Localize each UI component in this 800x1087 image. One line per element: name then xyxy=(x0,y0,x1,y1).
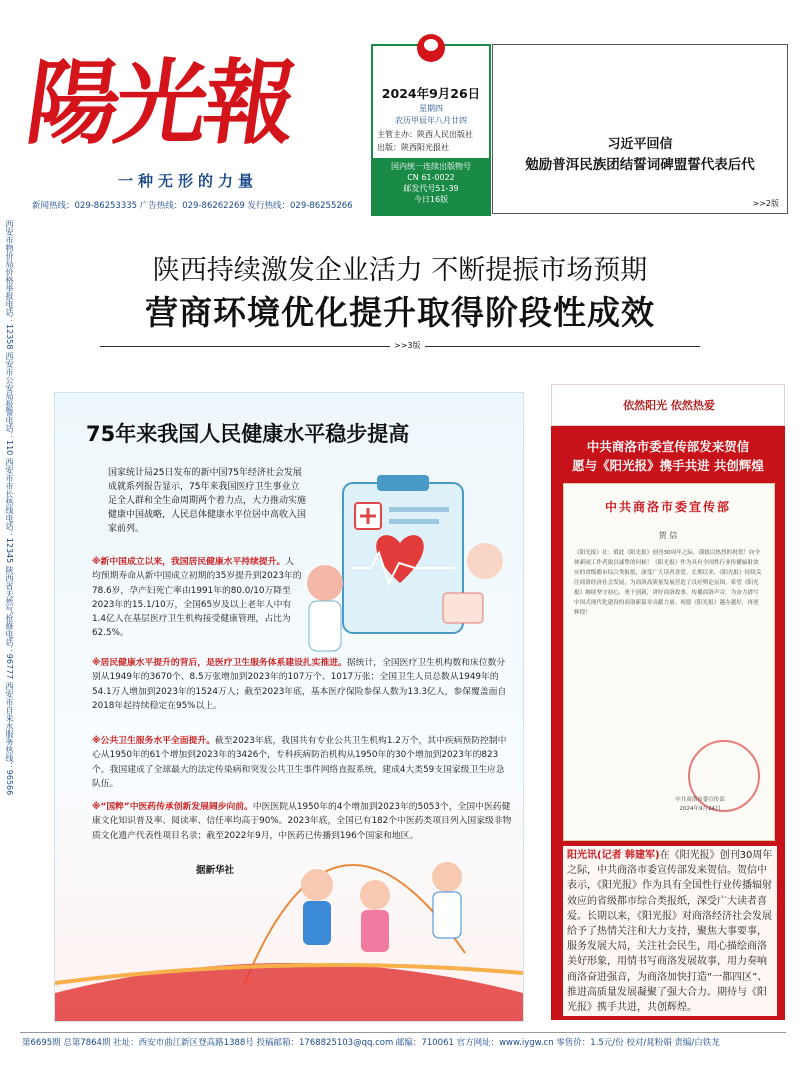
footer-divider xyxy=(20,1032,786,1033)
headline-page-ref[interactable]: >>3版 xyxy=(390,340,425,351)
clip-icon xyxy=(377,475,429,491)
serial-line: 国内统一连续出版物号 xyxy=(391,162,471,171)
issue-lunar-date: 农历甲辰年八月廿四 xyxy=(395,116,467,125)
article-paragraph xyxy=(92,656,512,713)
health-article-intro: 国家统计局25日发布的新中国75年经济社会发展成就系列报告显示，75年来我国医疗卫生事业立足全人群和全生命周期两个着力点，大力推动实施健康中国战略，人民总体健康水平位居中高收入国家前列。 xyxy=(108,468,307,534)
side-hotline-strip: 西安市物价局价格举报电话：12358 西安市公安局报警电话：110 西安市市长热线电话：12345 陕西省天然气抢修电话：96777 西安市自来水服务热线：96566 xyxy=(5,220,14,796)
paragraph-text: 人均预期寿命从新中国成立初期的35岁提升到2023年的78.6岁，孕产妇死亡率由1991年的80.0/10万降至2023年的15.1/10万，全国65岁及以上老年人中有1.4亿人在基层医疗卫生机构接受健康管理，占比为62.5%。 xyxy=(92,557,302,639)
paragraph-text: 据统计，全国医疗卫生机构数和床位数分别从1949年的3670个、8.5万张增加到2023年的107万个、1017万张；全国卫生人员总数从1949年的54.1万人增加到2023年的1524万人；截至2023年底，基本医疗保险参保人数为13.3亿人，参保覆盖面自2018年起持续稳定在95%以上。 xyxy=(92,658,507,711)
footer-info: 第6695期 总第7864期 社址：西安市曲江新区登高路1388号 投稿邮箱：1768825103@qq.com 邮编：710061 官方网址：www.iygw.cn 零售价：1.5元/份 校对/晁粉娟 责编/白铁龙 xyxy=(22,1038,720,1048)
nurse-figure-icon xyxy=(467,543,503,579)
serial-line: CN 61-0022 xyxy=(407,173,455,182)
issue-info-box xyxy=(371,44,491,216)
child-figure-icon xyxy=(301,869,333,901)
paragraph-text: 中医医院从1950年的4个增加到2023年的5053个，全国中医药健康文化知识普及率、阅读率、信任率均高于90%。2023年底，全国已有182个中医药类项目列入国家级非物质文化遗产代表性项目名录；截至2022年9月，中医药已传播到196个国家和地区。 xyxy=(92,802,512,841)
article-paragraph xyxy=(92,800,512,843)
letter-signature xyxy=(640,796,760,814)
paragraph-text: 截至2023年底，我国共有专业公共卫生机构1.2万个，其中疾病预防控制中心从1950年的61个增加到2023年的3426个，专科疾病防治机构从1950年的30个增加到2023年的823个。我国建成了全球最大的法定传染病和突发公共卫生事件网络直报系统，建成4大类59支国家级卫生应急队伍。 xyxy=(92,736,507,789)
congrats-article-text: 在《阳光报》创刊30周年之际，中共商洛市委宣传部发来贺信。贺信中表示，《阳光报》作为具有全国性行业传播辐射效应的省级都市综合类报纸，深受广大读者喜爱。长期以来，《阳光报》对商洛经济社会发展给予了热情关注和大力支持，聚焦大事要事，服务发展大局，关注社会民生，用心描绘商洛美好形象，用情书写商洛发展故事，用力奏响商洛奋进强音，为商洛加快打造“一都四区”、推进高质量发展凝聚了强大合力。期待与《阳光报》携手共进，共创辉煌。 xyxy=(567,850,773,1014)
health-article-title[interactable]: 75年来我国人民健康水平稳步提高 xyxy=(86,422,410,446)
issue-date: 2024年9月26日 xyxy=(381,86,481,101)
top-news-page-ref[interactable]: >>2版 xyxy=(752,199,779,208)
letter-sign-org: 中共商洛市委宣传部 xyxy=(675,797,725,803)
top-news-line2: 勉励普洱民族团结誓词碑盟誓代表后代 xyxy=(525,157,755,173)
serial-info xyxy=(373,158,489,214)
paragraph-lead: ※新中国成立以来，我国居民健康水平持续提升。 xyxy=(92,557,286,567)
child-figure-icon xyxy=(360,880,390,910)
serial-line: 邮发代号51-39 xyxy=(403,184,459,193)
newspaper-logo xyxy=(20,38,328,188)
article-paragraph xyxy=(92,555,302,641)
reporter-credit: 阳光讯(记者 韩建军) xyxy=(567,850,660,861)
hotlines: 新闻热线：029-86253335 广告热线：029-86262269 发行热线：029-86255266 xyxy=(32,201,353,211)
tagline-text: 依然阳光 依然热爱 xyxy=(623,399,715,412)
headline-title[interactable]: 营商环境优化提升取得阶段性成效 xyxy=(145,293,655,332)
medicine-box-icon xyxy=(443,593,483,623)
sun-logo-icon xyxy=(417,34,445,62)
doctor-figure-icon xyxy=(307,565,343,601)
slogan: 一种无形的力量 xyxy=(118,172,259,190)
article-byline: 据新华社 xyxy=(196,865,235,876)
congrats-article xyxy=(563,846,777,1016)
top-news-line1: 习近平回信 xyxy=(607,137,673,152)
top-news-box[interactable] xyxy=(492,44,788,214)
letter-heading: 贺 信 xyxy=(658,531,678,540)
paragraph-lead: ※公共卫生服务水平全面提升。 xyxy=(92,736,215,746)
tagline-banner xyxy=(551,384,785,426)
publisher: 出版：陕西阳光报社 xyxy=(377,143,449,152)
letter-sign-date: 2024年9月24日 xyxy=(679,806,721,812)
child-figure-icon xyxy=(432,862,462,892)
letter-org-name: 中共商洛市委宣传部 xyxy=(604,500,731,514)
sponsor: 主管主办：陕西人民出版社 xyxy=(377,130,473,139)
congrats-title-line1[interactable]: 中共商洛市委宣传部发来贺信 xyxy=(586,439,750,454)
letter-body: 《阳光报》社：值此《阳光报》创刊30周年之际，谨致以热烈的祝贺！向全体新闻工作者致以诚挚的问候！《阳光报》作为具有全国性行业传播辐射效应的省级都市综合类报纸，深受广大读者喜爱。长期以来，《阳光报》持续关注商洛经济社会发展，为商洛高质量发展营造了良好舆论氛围。希望《阳光报》继续坚守初心，勇于创新，讲好商洛故事，传播商洛声音，为奋力谱写中国式现代化建设的商洛新篇章贡献力量。祝愿《阳光报》越办越好，再创辉煌！ xyxy=(574,550,762,616)
paragraph-lead: ※“国粹”中医药传承创新发展阔步向前。 xyxy=(92,802,253,812)
congrats-title-line2[interactable]: 愿与《阳光报》携手共进 共创辉煌 xyxy=(572,458,764,473)
issue-weekday: 星期四 xyxy=(419,104,443,113)
paragraph-lead: ※居民健康水平提升的背后，是医疗卫生服务体系建设扎实推进。 xyxy=(92,658,347,668)
red-ribbon-decoration xyxy=(55,963,523,1021)
serial-line: 今日16版 xyxy=(413,195,449,204)
article-paragraph xyxy=(92,734,512,791)
headline-subtitle: 陕西持续激发企业活力 不断提振市场预期 xyxy=(152,255,648,286)
logo-text: 陽光報 xyxy=(20,49,300,157)
